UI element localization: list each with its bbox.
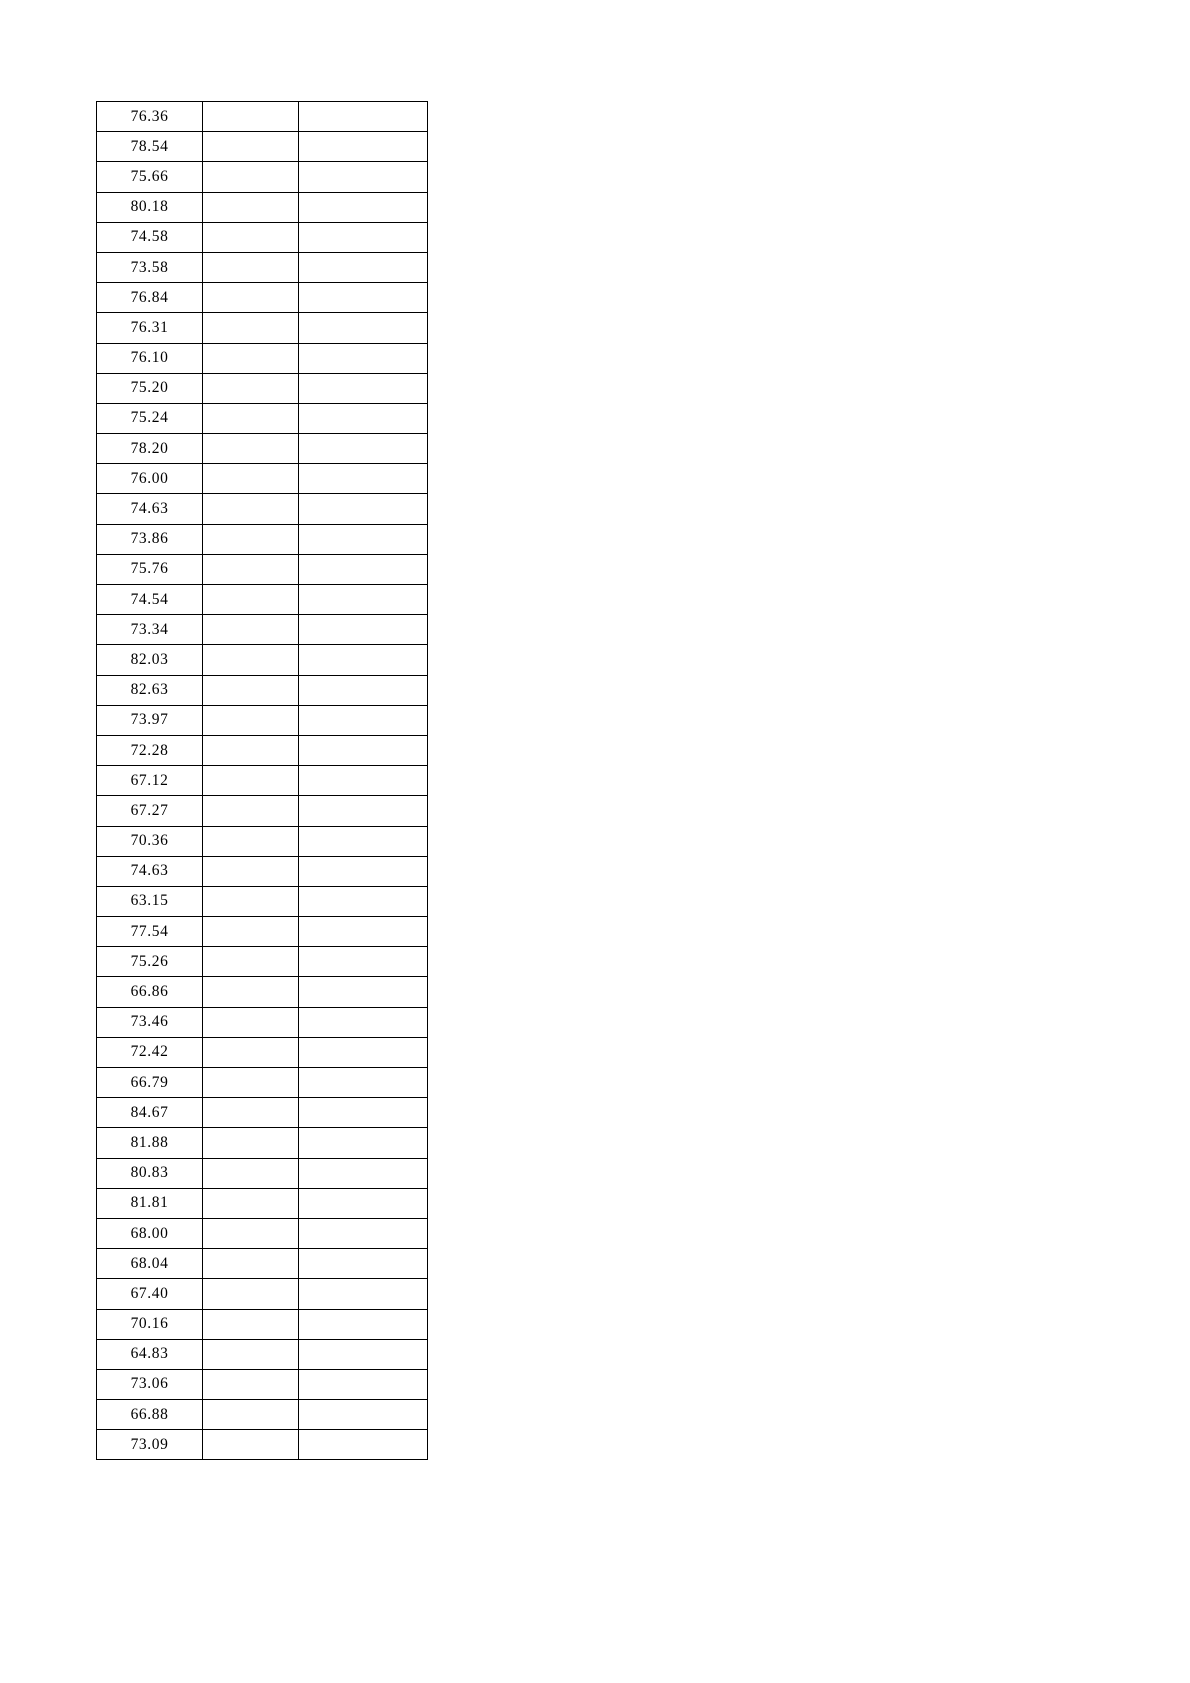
table-cell-blank-a — [203, 826, 299, 856]
table-cell-value: 76.10 — [97, 343, 203, 373]
table-cell-value: 73.97 — [97, 705, 203, 735]
table-cell-blank-b — [299, 735, 428, 765]
table-cell-blank-b — [299, 1279, 428, 1309]
table-cell-blank-a — [203, 102, 299, 132]
table-cell-blank-b — [299, 1218, 428, 1248]
table-row — [97, 283, 428, 313]
table-cell-blank-b — [299, 192, 428, 222]
table-row — [97, 675, 428, 705]
table-cell-value: 70.36 — [97, 826, 203, 856]
data-table-body — [97, 102, 428, 1460]
table-cell-blank-a — [203, 1430, 299, 1460]
table-cell-blank-b — [299, 826, 428, 856]
table-cell-blank-a — [203, 1400, 299, 1430]
table-cell-blank-b — [299, 1309, 428, 1339]
table-cell-blank-a — [203, 1007, 299, 1037]
table-cell-blank-a — [203, 403, 299, 433]
table-row — [97, 1369, 428, 1399]
table-cell-blank-a — [203, 675, 299, 705]
table-row — [97, 1128, 428, 1158]
table-cell-blank-a — [203, 1279, 299, 1309]
table-cell-value: 66.88 — [97, 1400, 203, 1430]
table-cell-blank-a — [203, 373, 299, 403]
table-cell-value: 73.46 — [97, 1007, 203, 1037]
table-cell-value: 73.86 — [97, 524, 203, 554]
table-cell-value: 77.54 — [97, 917, 203, 947]
table-row — [97, 645, 428, 675]
table-row — [97, 102, 428, 132]
table-cell-blank-a — [203, 585, 299, 615]
table-row — [97, 705, 428, 735]
table-cell-value: 74.54 — [97, 585, 203, 615]
table-row — [97, 403, 428, 433]
table-cell-blank-a — [203, 1188, 299, 1218]
table-cell-blank-b — [299, 977, 428, 1007]
table-cell-value: 63.15 — [97, 886, 203, 916]
table-cell-blank-a — [203, 735, 299, 765]
table-row — [97, 1339, 428, 1369]
table-cell-blank-b — [299, 1037, 428, 1067]
table-cell-value: 73.34 — [97, 615, 203, 645]
table-cell-blank-a — [203, 283, 299, 313]
table-row — [97, 1218, 428, 1248]
table-cell-blank-a — [203, 1037, 299, 1067]
table-row — [97, 192, 428, 222]
table-cell-blank-a — [203, 464, 299, 494]
data-table — [96, 101, 428, 1460]
table-cell-blank-a — [203, 1098, 299, 1128]
table-row — [97, 494, 428, 524]
table-cell-value: 75.24 — [97, 403, 203, 433]
table-cell-blank-a — [203, 1309, 299, 1339]
table-cell-blank-b — [299, 1007, 428, 1037]
table-cell-blank-b — [299, 766, 428, 796]
table-cell-value: 76.84 — [97, 283, 203, 313]
table-cell-blank-a — [203, 766, 299, 796]
table-cell-blank-b — [299, 917, 428, 947]
table-cell-blank-b — [299, 1188, 428, 1218]
table-cell-value: 74.63 — [97, 494, 203, 524]
table-cell-blank-b — [299, 796, 428, 826]
table-cell-blank-b — [299, 403, 428, 433]
table-cell-blank-a — [203, 1369, 299, 1399]
table-row — [97, 977, 428, 1007]
table-cell-blank-b — [299, 947, 428, 977]
table-row — [97, 735, 428, 765]
table-row — [97, 1098, 428, 1128]
table-cell-blank-a — [203, 192, 299, 222]
table-cell-value: 68.00 — [97, 1218, 203, 1248]
table-cell-blank-a — [203, 222, 299, 252]
table-cell-blank-b — [299, 1158, 428, 1188]
table-cell-blank-b — [299, 313, 428, 343]
table-row — [97, 222, 428, 252]
table-cell-value: 80.18 — [97, 192, 203, 222]
table-row — [97, 1007, 428, 1037]
table-cell-blank-a — [203, 434, 299, 464]
table-cell-blank-a — [203, 1339, 299, 1369]
table-row — [97, 434, 428, 464]
table-cell-blank-b — [299, 1249, 428, 1279]
table-cell-value: 72.28 — [97, 735, 203, 765]
table-cell-blank-a — [203, 313, 299, 343]
table-row — [97, 796, 428, 826]
table-cell-value: 81.88 — [97, 1128, 203, 1158]
table-cell-value: 82.03 — [97, 645, 203, 675]
table-cell-blank-a — [203, 886, 299, 916]
table-cell-blank-b — [299, 524, 428, 554]
table-row — [97, 373, 428, 403]
table-cell-value: 76.31 — [97, 313, 203, 343]
table-cell-blank-a — [203, 917, 299, 947]
table-cell-value: 67.27 — [97, 796, 203, 826]
table-cell-blank-a — [203, 705, 299, 735]
table-row — [97, 856, 428, 886]
table-cell-value: 70.16 — [97, 1309, 203, 1339]
table-cell-blank-b — [299, 343, 428, 373]
table-cell-blank-b — [299, 585, 428, 615]
table-cell-value: 82.63 — [97, 675, 203, 705]
table-row — [97, 524, 428, 554]
table-cell-blank-a — [203, 1249, 299, 1279]
table-cell-blank-b — [299, 222, 428, 252]
table-cell-value: 75.76 — [97, 554, 203, 584]
table-cell-blank-a — [203, 1158, 299, 1188]
table-cell-value: 66.86 — [97, 977, 203, 1007]
table-cell-blank-b — [299, 252, 428, 282]
table-cell-blank-b — [299, 554, 428, 584]
table-cell-blank-b — [299, 856, 428, 886]
table-cell-value: 74.58 — [97, 222, 203, 252]
table-cell-blank-a — [203, 343, 299, 373]
table-cell-blank-a — [203, 856, 299, 886]
table-cell-value: 68.04 — [97, 1249, 203, 1279]
table-row — [97, 886, 428, 916]
table-cell-value: 75.66 — [97, 162, 203, 192]
table-cell-blank-a — [203, 615, 299, 645]
table-row — [97, 1158, 428, 1188]
table-cell-value: 76.36 — [97, 102, 203, 132]
table-cell-value: 66.79 — [97, 1068, 203, 1098]
table-cell-blank-b — [299, 162, 428, 192]
table-cell-value: 67.40 — [97, 1279, 203, 1309]
table-row — [97, 917, 428, 947]
table-row — [97, 947, 428, 977]
table-cell-blank-b — [299, 132, 428, 162]
table-row — [97, 162, 428, 192]
table-cell-blank-a — [203, 524, 299, 554]
table-cell-value: 75.20 — [97, 373, 203, 403]
table-cell-blank-a — [203, 1068, 299, 1098]
table-cell-blank-b — [299, 373, 428, 403]
table-cell-blank-a — [203, 977, 299, 1007]
table-cell-blank-b — [299, 494, 428, 524]
table-row — [97, 464, 428, 494]
table-row — [97, 585, 428, 615]
table-cell-blank-b — [299, 1369, 428, 1399]
table-cell-value: 84.67 — [97, 1098, 203, 1128]
table-cell-blank-b — [299, 1430, 428, 1460]
table-row — [97, 252, 428, 282]
table-cell-blank-a — [203, 1128, 299, 1158]
table-cell-blank-a — [203, 645, 299, 675]
table-row — [97, 343, 428, 373]
table-cell-value: 73.06 — [97, 1369, 203, 1399]
table-row — [97, 1400, 428, 1430]
table-cell-blank-a — [203, 132, 299, 162]
table-cell-value: 81.81 — [97, 1188, 203, 1218]
table-cell-blank-b — [299, 886, 428, 916]
table-cell-blank-b — [299, 705, 428, 735]
table-cell-blank-b — [299, 1128, 428, 1158]
table-cell-blank-b — [299, 283, 428, 313]
table-row — [97, 1068, 428, 1098]
table-cell-blank-a — [203, 1218, 299, 1248]
table-cell-blank-b — [299, 1400, 428, 1430]
table-cell-blank-a — [203, 252, 299, 282]
table-row — [97, 1279, 428, 1309]
table-cell-value: 67.12 — [97, 766, 203, 796]
table-cell-blank-a — [203, 554, 299, 584]
table-cell-blank-b — [299, 1098, 428, 1128]
table-cell-value: 78.20 — [97, 434, 203, 464]
table-cell-blank-b — [299, 1068, 428, 1098]
table-cell-value: 74.63 — [97, 856, 203, 886]
table-cell-value: 73.58 — [97, 252, 203, 282]
table-cell-blank-a — [203, 947, 299, 977]
table-cell-blank-b — [299, 645, 428, 675]
table-row — [97, 1309, 428, 1339]
table-cell-value: 73.09 — [97, 1430, 203, 1460]
data-table-container — [96, 101, 428, 1460]
table-cell-blank-b — [299, 464, 428, 494]
table-row — [97, 132, 428, 162]
table-row — [97, 1037, 428, 1067]
table-row — [97, 554, 428, 584]
table-row — [97, 1430, 428, 1460]
table-cell-blank-a — [203, 494, 299, 524]
table-row — [97, 1249, 428, 1279]
table-cell-blank-b — [299, 434, 428, 464]
table-cell-value: 75.26 — [97, 947, 203, 977]
table-row — [97, 313, 428, 343]
table-row — [97, 826, 428, 856]
table-cell-value: 72.42 — [97, 1037, 203, 1067]
table-cell-blank-b — [299, 1339, 428, 1369]
table-row — [97, 615, 428, 645]
table-cell-blank-b — [299, 615, 428, 645]
table-row — [97, 1188, 428, 1218]
table-cell-blank-a — [203, 796, 299, 826]
table-cell-value: 76.00 — [97, 464, 203, 494]
table-cell-value: 64.83 — [97, 1339, 203, 1369]
table-cell-blank-b — [299, 102, 428, 132]
table-cell-value: 78.54 — [97, 132, 203, 162]
table-cell-blank-a — [203, 162, 299, 192]
table-cell-blank-b — [299, 675, 428, 705]
table-row — [97, 766, 428, 796]
table-cell-value: 80.83 — [97, 1158, 203, 1188]
